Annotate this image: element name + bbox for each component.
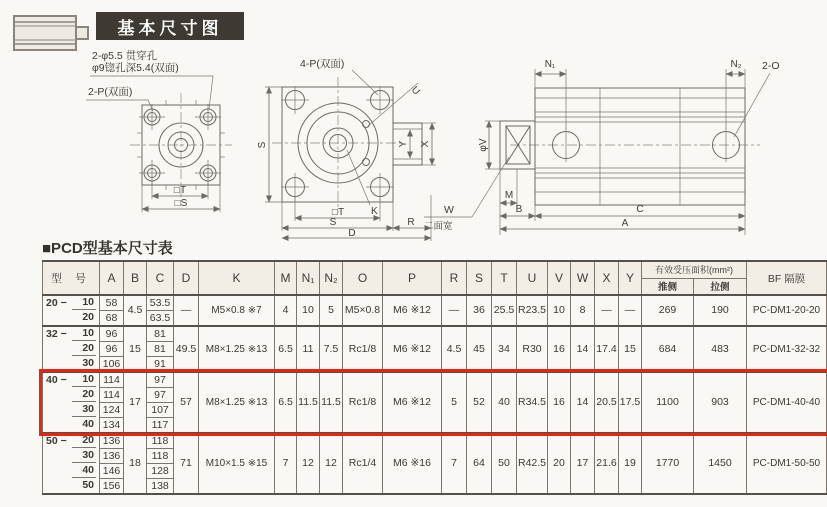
table-cell: 1100 — [642, 372, 694, 433]
table-cell: 107 — [147, 403, 174, 418]
col-header-n2: N₂ — [320, 261, 343, 295]
table-cell: 34 — [492, 326, 517, 372]
table-cell: R30 — [517, 326, 548, 372]
table-cell: M6 ※12 — [383, 326, 442, 372]
table-cell: 15 — [619, 326, 642, 372]
dim-label-u: U — [408, 84, 422, 98]
table-cell: 58 — [100, 295, 124, 311]
table-cell: 118 — [147, 433, 174, 449]
table-cell: 68 — [100, 311, 124, 327]
table-cell: 16 — [548, 326, 571, 372]
technical-drawings — [0, 45, 827, 260]
table-cell: 40 — [492, 372, 517, 433]
table-cell: 12 — [297, 433, 320, 494]
table-cell: 81 — [147, 342, 174, 357]
table-cell: 7 — [442, 433, 467, 494]
section-title: 基本尺寸图 — [96, 12, 244, 40]
table-cell: 7.5 — [320, 326, 343, 372]
table-cell: 11.5 — [320, 372, 343, 433]
table-cell: M6 ※12 — [383, 372, 442, 433]
col-header-bf: BF 隔膜 — [747, 261, 827, 295]
model-cell: 50 — [43, 479, 100, 495]
table-cell: 17 — [571, 433, 595, 494]
dim-label-s-bottom: S — [329, 217, 337, 228]
col-header-x: X — [595, 261, 619, 295]
table-cell: 97 — [147, 372, 174, 388]
dim-label-b: B — [515, 204, 523, 215]
dim-label-n2: N₂ — [730, 59, 742, 70]
spec-table — [42, 260, 827, 495]
model-cell: 20 — [43, 342, 100, 357]
table-cell: 57 — [174, 372, 199, 433]
table-cell: Rc1/8 — [343, 372, 383, 433]
table-cell: 138 — [147, 479, 174, 495]
table-cell: 106 — [100, 357, 124, 373]
table-cell: 96 — [100, 326, 124, 342]
table-cell: — — [619, 295, 642, 326]
table-row — [43, 326, 827, 342]
table-cell: 91 — [147, 357, 174, 373]
col-header-u: U — [517, 261, 548, 295]
table-title: ■PCD型基本尺寸表 — [42, 240, 173, 257]
table-cell: 14 — [571, 326, 595, 372]
table-cell: 5 — [442, 372, 467, 433]
table-cell: 17.4 — [595, 326, 619, 372]
table-cell: 20.5 — [595, 372, 619, 433]
col-header-m: M — [275, 261, 297, 295]
table-cell: 97 — [147, 388, 174, 403]
table-cell: 146 — [100, 464, 124, 479]
table-cell: R23.5 — [517, 295, 548, 326]
col-header-y: Y — [619, 261, 642, 295]
table-cell: 136 — [100, 449, 124, 464]
table-cell: 10 — [297, 295, 320, 326]
model-cell: 40 — [43, 464, 100, 479]
table-cell: 14 — [571, 372, 595, 433]
table-cell: 134 — [100, 418, 124, 434]
table-cell: 18 — [124, 433, 147, 494]
hole-note-line1: 2-φ5.5 贯穿孔 — [92, 50, 158, 62]
table-cell: 118 — [147, 449, 174, 464]
table-cell: 136 — [100, 433, 124, 449]
table-cell: 124 — [100, 403, 124, 418]
table-cell: 4.5 — [124, 295, 147, 326]
hole-note-2o: 2-O — [762, 60, 780, 72]
model-cell: 20 − 10 — [43, 295, 100, 311]
table-cell: 269 — [642, 295, 694, 326]
table-cell: 4 — [275, 295, 297, 326]
table-cell: 36 — [467, 295, 492, 326]
col-header-b: B — [124, 261, 147, 295]
table-cell: M5×0.8 — [343, 295, 383, 326]
table-cell: 190 — [694, 295, 747, 326]
table-cell: 96 — [100, 342, 124, 357]
table-cell: 49.5 — [174, 326, 199, 372]
table-cell: M5×0.8 ※7 — [199, 295, 275, 326]
col-header-o: O — [343, 261, 383, 295]
dim-label-v: φV — [478, 138, 489, 152]
table-cell: 114 — [100, 372, 124, 388]
table-cell: — — [595, 295, 619, 326]
table-cell: PC-DM1-40-40 — [747, 372, 827, 433]
col-header-n1: N₁ — [297, 261, 320, 295]
col-header-v: V — [548, 261, 571, 295]
table-cell: 6.5 — [275, 372, 297, 433]
table-cell: 63.5 — [147, 311, 174, 327]
table-cell: 81 — [147, 326, 174, 342]
table-cell: 7 — [275, 433, 297, 494]
flats-note-w: W — [444, 204, 454, 216]
table-cell: 50 — [492, 433, 517, 494]
side-view-drawing — [424, 59, 780, 235]
col-header-r: R — [442, 261, 467, 295]
model-cell: 30 — [43, 357, 100, 373]
table-cell: 19 — [619, 433, 642, 494]
table-cell: 16 — [548, 372, 571, 433]
table-cell: 11.5 — [297, 372, 320, 433]
table-cell: PC-DM1-50-50 — [747, 433, 827, 494]
table-cell: 21.6 — [595, 433, 619, 494]
table-cell: — — [174, 295, 199, 326]
dim-label-t-face: □T — [331, 207, 345, 218]
col-header-d: D — [174, 261, 199, 295]
model-cell: 30 — [43, 403, 100, 418]
table-cell: 8 — [571, 295, 595, 326]
col-header-push: 推侧 — [642, 278, 694, 295]
table-cell: 6.5 — [275, 326, 297, 372]
dim-label-t-front: □T — [173, 185, 187, 196]
col-header-t: T — [492, 261, 517, 295]
table-cell: 10 — [548, 295, 571, 326]
table-cell: 117 — [147, 418, 174, 434]
table-cell: Rc1/8 — [343, 326, 383, 372]
model-cell: 50 − 20 — [43, 433, 100, 449]
col-header-k: K — [199, 261, 275, 295]
table-cell: 17 — [124, 372, 147, 433]
dim-label-a: A — [621, 218, 629, 229]
table-cell: 45 — [467, 326, 492, 372]
col-header-w: W — [571, 261, 595, 295]
table-cell: M10×1.5 ※15 — [199, 433, 275, 494]
dim-label-r: R — [407, 217, 415, 228]
table-cell: 156 — [100, 479, 124, 495]
table-cell: 5 — [320, 295, 343, 326]
table-cell: 11 — [297, 326, 320, 372]
table-cell: 52 — [467, 372, 492, 433]
table-cell: 20 — [548, 433, 571, 494]
dim-label-k: K — [371, 206, 378, 217]
col-header-a: A — [100, 261, 124, 295]
table-cell: PC-DM1-20-20 — [747, 295, 827, 326]
table-cell: M6 ※16 — [383, 433, 442, 494]
table-cell: 128 — [147, 464, 174, 479]
dim-label-d: D — [348, 228, 356, 239]
model-cell: 32 − 10 — [43, 326, 100, 342]
table-cell: 53.5 — [147, 295, 174, 311]
table-cell: 114 — [100, 388, 124, 403]
table-cell: 4.5 — [442, 326, 467, 372]
model-cell: 20 — [43, 388, 100, 403]
table-cell: — — [442, 295, 467, 326]
table-cell: 903 — [694, 372, 747, 433]
dim-label-x: X — [420, 140, 431, 148]
table-cell: 25.5 — [492, 295, 517, 326]
table-cell: PC-DM1-32-32 — [747, 326, 827, 372]
table-cell: 17.5 — [619, 372, 642, 433]
dim-label-c: C — [636, 204, 644, 215]
hole-note-line2: φ9锪孔深5.4(双面) — [92, 62, 179, 74]
table-row — [43, 433, 827, 449]
col-header-s: S — [467, 261, 492, 295]
table-cell: 483 — [694, 326, 747, 372]
col-header-p: P — [383, 261, 442, 295]
dim-label-m: M — [504, 190, 514, 201]
table-cell: 1450 — [694, 433, 747, 494]
port-note-4p: 4-P(双面) — [300, 58, 345, 70]
table-cell: M8×1.25 ※13 — [199, 372, 275, 433]
dim-label-s-front: □S — [174, 198, 188, 209]
col-header-pull: 拉侧 — [694, 278, 747, 295]
table-cell: M6 ※12 — [383, 295, 442, 326]
table-cell: M8×1.25 ※13 — [199, 326, 275, 372]
model-cell: 20 — [43, 311, 100, 327]
table-cell: 1770 — [642, 433, 694, 494]
dim-label-n1: N₁ — [544, 59, 556, 70]
table-row — [43, 295, 827, 311]
flats-note-text: 二面宽 — [424, 221, 453, 232]
table-cell: 12 — [320, 433, 343, 494]
model-cell: 40 — [43, 418, 100, 434]
col-header-model: 型 号 — [43, 261, 100, 295]
table-cell: Rc1/4 — [343, 433, 383, 494]
model-cell: 40 − 10 — [43, 372, 100, 388]
table-cell: 15 — [124, 326, 147, 372]
table-cell: R34.5 — [517, 372, 548, 433]
dim-label-y: Y — [398, 140, 409, 148]
dim-label-s-left: S — [257, 141, 268, 149]
front-view-drawing — [86, 49, 232, 212]
table-cell: 71 — [174, 433, 199, 494]
table-cell: 64 — [467, 433, 492, 494]
port-note-2p: 2-P(双面) — [88, 86, 133, 98]
face-view-drawing — [257, 58, 436, 241]
model-cell: 30 — [43, 449, 100, 464]
table-cell: 684 — [642, 326, 694, 372]
table-row — [43, 372, 827, 388]
col-header-c: C — [147, 261, 174, 295]
table-cell: R42.5 — [517, 433, 548, 494]
col-header-area: 有效受压面积(mm²) — [642, 261, 747, 278]
